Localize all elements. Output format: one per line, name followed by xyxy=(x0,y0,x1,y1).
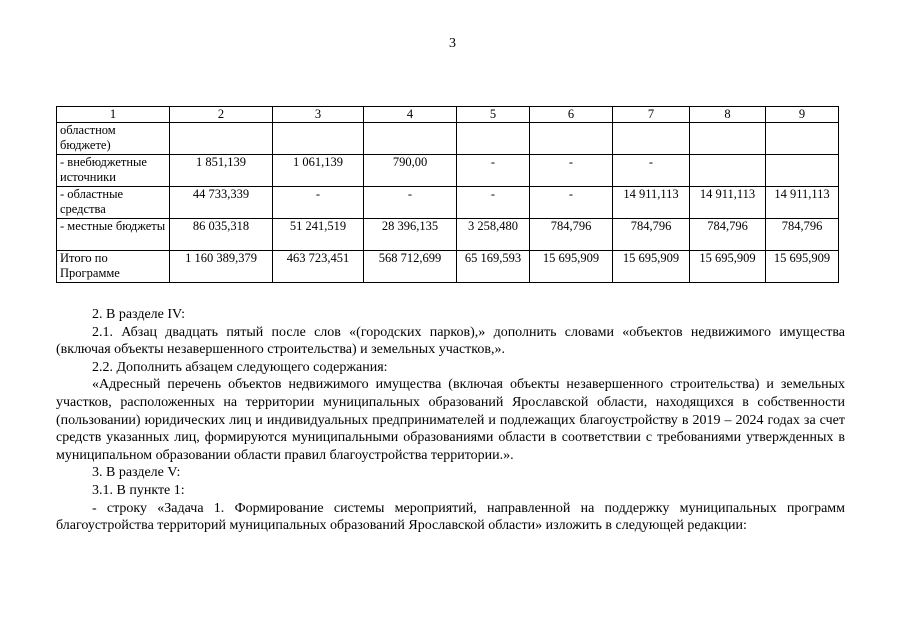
table-cell xyxy=(457,123,530,155)
column-header: 7 xyxy=(613,107,690,123)
table-cell: - xyxy=(457,187,530,219)
table-cell: - xyxy=(364,187,457,219)
paragraph: 2.1. Абзац двадцать пятый после слов «(городских парков),» дополнить словами «объектов недвижимого имущества (включая объекты незавершенного строительства) и земельных участков,». xyxy=(56,324,845,358)
table-row xyxy=(57,187,839,219)
table-cell: 1 851,139 xyxy=(170,155,273,187)
paragraph: - строку «Задача 1. Формирование системы мероприятий, направленной на поддержку муниципальных программ благоустройства территорий муниципальных образований Ярославской области» изложить в следующей редакции: xyxy=(56,500,845,534)
row-label: областном бюджете) xyxy=(57,123,170,155)
table-cell: 3 258,480 xyxy=(457,219,530,251)
table-cell: 463 723,451 xyxy=(273,251,364,283)
table-cell: 86 035,318 xyxy=(170,219,273,251)
table-cell: - xyxy=(457,155,530,187)
page-number: 3 xyxy=(449,36,456,51)
table-cell: 15 695,909 xyxy=(613,251,690,283)
table-cell xyxy=(690,155,766,187)
table-cell: 784,796 xyxy=(613,219,690,251)
table-cell: 14 911,113 xyxy=(613,187,690,219)
table-row xyxy=(57,219,839,251)
table-cell: 65 169,593 xyxy=(457,251,530,283)
row-label: - внебюджетные источники xyxy=(57,155,170,187)
table-cell xyxy=(613,123,690,155)
column-header: 2 xyxy=(170,107,273,123)
table-row xyxy=(57,123,839,155)
table-cell: 44 733,339 xyxy=(170,187,273,219)
table-cell: 15 695,909 xyxy=(530,251,613,283)
table-cell xyxy=(766,155,839,187)
column-header: 3 xyxy=(273,107,364,123)
column-header: 4 xyxy=(364,107,457,123)
paragraph: 2.2. Дополнить абзацем следующего содержания: xyxy=(92,359,388,375)
table-cell: - xyxy=(530,187,613,219)
table-cell: 15 695,909 xyxy=(690,251,766,283)
column-header: 9 xyxy=(766,107,839,123)
column-header: 5 xyxy=(457,107,530,123)
table-cell: 1 160 389,379 xyxy=(170,251,273,283)
table-cell xyxy=(766,123,839,155)
row-label: - местные бюджеты xyxy=(57,219,170,251)
table-header-row xyxy=(57,107,839,123)
document-body xyxy=(56,306,845,535)
table-cell: - xyxy=(273,187,364,219)
table-cell xyxy=(170,123,273,155)
section-heading: 3. В разделе V: xyxy=(92,465,181,481)
table-cell xyxy=(273,123,364,155)
column-header: 1 xyxy=(57,107,170,123)
table-cell: 14 911,113 xyxy=(690,187,766,219)
table-cell xyxy=(364,123,457,155)
table-cell: 15 695,909 xyxy=(766,251,839,283)
table-cell: 51 241,519 xyxy=(273,219,364,251)
table-row-total xyxy=(57,251,839,283)
budget-table xyxy=(56,106,839,283)
row-label: Итого по Программе xyxy=(57,251,170,283)
column-header: 6 xyxy=(530,107,613,123)
table-cell xyxy=(690,123,766,155)
paragraph: 3.1. В пункте 1: xyxy=(92,482,185,498)
column-header: 8 xyxy=(690,107,766,123)
table-cell: 14 911,113 xyxy=(766,187,839,219)
table-cell: 790,00 xyxy=(364,155,457,187)
table-cell: - xyxy=(613,155,690,187)
quoted-paragraph: «Адресный перечень объектов недвижимого имущества (включая объекты незавершенного строительства) и земельных участков, расположенных на территории муниципальных образований Ярославской области, находящихся в собственности (пользовании) юридических лиц и индивидуальных предпринимателей и подлежащих благоустройству в 2019 – 2024 годах за счет средств указанных лиц, формируются муниципальными образованиями области в соответствии с требованиями утвержденных в муниципальном образовании области правил благоустройства территории.». xyxy=(56,377,845,463)
section-heading: 2. В разделе IV: xyxy=(92,307,185,322)
table-row xyxy=(57,155,839,187)
table-cell: 784,796 xyxy=(766,219,839,251)
table-cell: - xyxy=(530,155,613,187)
table-cell: 784,796 xyxy=(690,219,766,251)
table-cell xyxy=(530,123,613,155)
table-cell: 28 396,135 xyxy=(364,219,457,251)
table-cell: 1 061,139 xyxy=(273,155,364,187)
row-label: - областные средства xyxy=(57,187,170,219)
table-cell: 568 712,699 xyxy=(364,251,457,283)
table-cell: 784,796 xyxy=(530,219,613,251)
